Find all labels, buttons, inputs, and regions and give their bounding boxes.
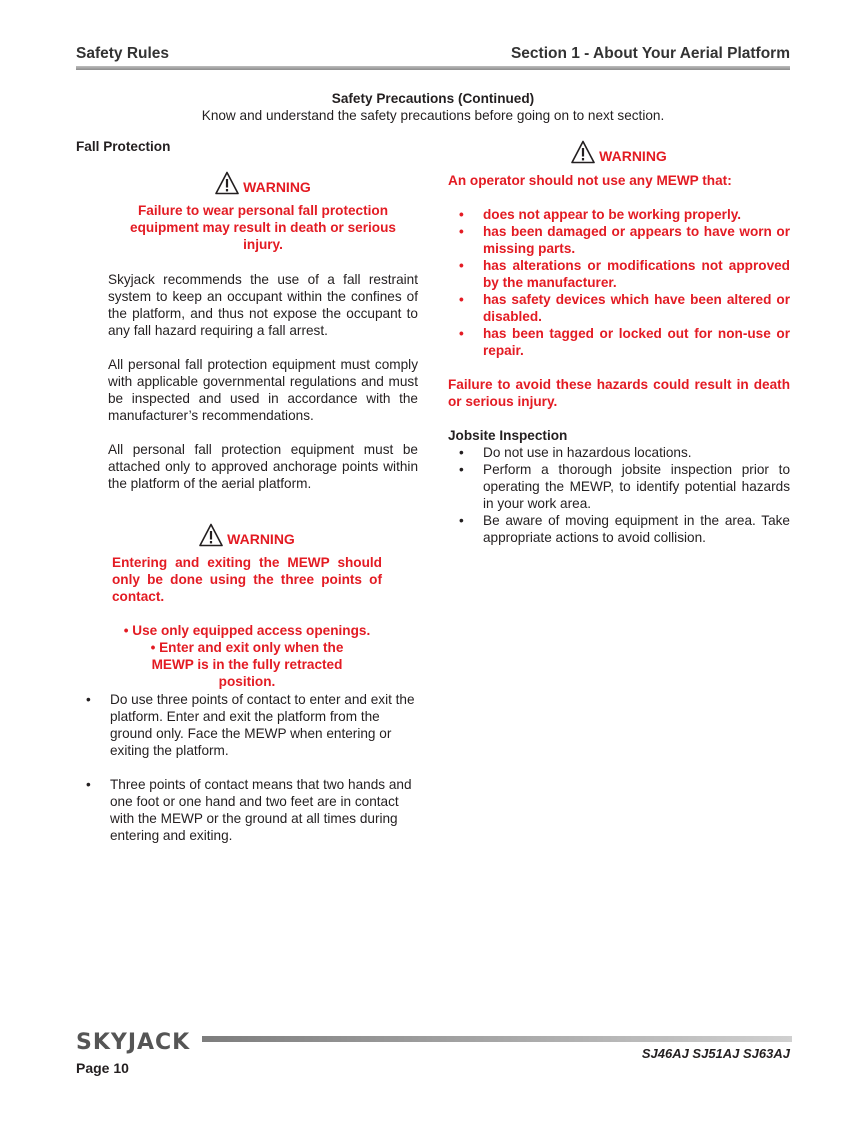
contact-bullet-list [76, 691, 420, 844]
warning-text: Entering and exiting the MEWP should only be done using the three points of contact. [112, 555, 382, 604]
warning-triangle-icon [199, 523, 223, 547]
list-item: • does not appear to be working properly. [448, 206, 790, 223]
list-item: • Do not use in hazardous locations. [448, 444, 790, 461]
fall-restraint-paragraph: Skyjack recommends the use of a fall restraint system to keep an occupant within the confines of the platform, and thus not expose the occupant to any fall hazard requiring a fall arrest. [108, 272, 418, 338]
intro-title: Safety Precautions (Continued) [331, 91, 535, 106]
warning-header [112, 523, 382, 547]
warning-header [108, 171, 418, 195]
equipment-compliance-paragraph: All personal fall protection equipment must comply with applicable governmental regulations and must be inspected and used in accordance with the manufacturer’s recommendations. [108, 357, 418, 423]
jobsite-heading: Jobsite Inspection [448, 428, 568, 443]
anchorage-paragraph: All personal fall protection equipment must be attached only to approved anchorage points within the platform of the aerial platform. [108, 442, 418, 491]
skyjack-logo: SKYJACK [76, 1030, 191, 1055]
header-chapter-title: Section 1 - About Your Aerial Platform [510, 45, 790, 62]
list-item: • Perform a thorough jobsite inspection prior to operating the MEWP, to identify potential hazards in your work area. [448, 461, 790, 512]
fall-protection-heading: Fall Protection [76, 139, 171, 154]
list-item: • has been tagged or locked out for non-use or repair. [448, 325, 790, 359]
warning-item-list [448, 206, 790, 359]
list-item: • Be aware of moving equipment in the area. Take appropriate actions to avoid collision. [448, 512, 790, 546]
intro [76, 90, 790, 124]
header-rule [76, 66, 790, 70]
list-item: • Do use three points of contact to enter and exit the platform. Enter and exit the platform from the ground only. Face the MEWP when entering or exiting the platform. [76, 691, 420, 759]
list-item: • has safety devices which have been altered or disabled. [448, 291, 790, 325]
warning-lead: An operator should not use any MEWP that: [448, 173, 732, 188]
warning-label: WARNING [227, 531, 295, 547]
jobsite-inspection [448, 427, 790, 546]
list-item: • has alterations or modifications not approved by the manufacturer. [448, 257, 790, 291]
warning-text: Failure to wear personal fall protection equipment may result in death or serious injury. [130, 203, 396, 252]
warning-fall-protection [108, 171, 418, 253]
warning-mewp-use [448, 140, 790, 410]
page-number: Page 10 [76, 1060, 129, 1076]
warning-header [448, 140, 790, 164]
footer-rule [202, 1036, 792, 1042]
jobsite-list [448, 444, 790, 546]
warning-bullet: • Use only equipped access openings. [123, 623, 371, 638]
warning-bullet: • Enter and exit only when the MEWP is in the fully retracted position. [150, 640, 344, 689]
header-section-title: Safety Rules [76, 45, 170, 62]
model-numbers: SJ46AJ SJ51AJ SJ63AJ [641, 1046, 790, 1061]
intro-subtitle: Know and understand the safety precautions before going on to next section. [201, 108, 665, 123]
list-item: • has been damaged or appears to have worn or missing parts. [448, 223, 790, 257]
warning-triangle-icon [215, 171, 239, 195]
list-item: • Three points of contact means that two hands and one foot or one hand and two feet are in contact with the MEWP or the ground at all times during entering and exiting. [76, 776, 420, 844]
warning-entering-exiting [112, 523, 382, 690]
warning-triangle-icon [571, 140, 595, 164]
warning-label: WARNING [599, 148, 667, 164]
warning-label: WARNING [243, 179, 311, 195]
warning-footer: Failure to avoid these hazards could result in death or serious injury. [448, 377, 790, 409]
